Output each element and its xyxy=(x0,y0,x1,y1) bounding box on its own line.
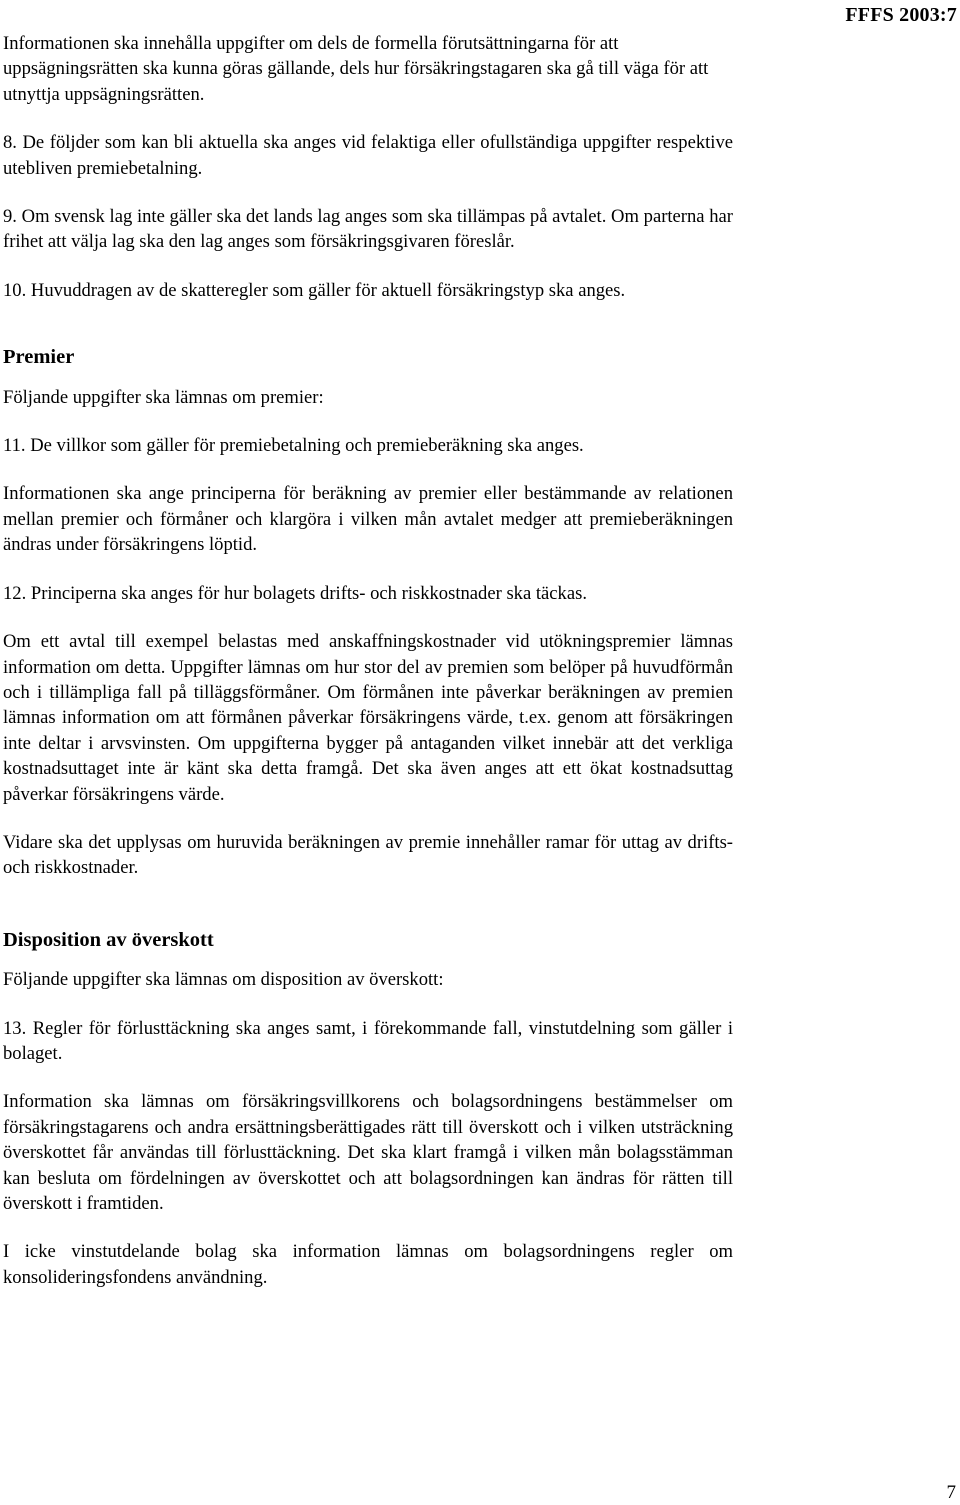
disposition-intro: Följande uppgifter ska lämnas om disposition av överskott: xyxy=(3,969,444,991)
item-8: 8. De följder som kan bli aktuella ska anges vid felaktiga eller ofullständiga uppgifter respektive utebliven premiebetalning. xyxy=(3,132,733,179)
premier-heading: Premier xyxy=(3,346,75,369)
item-12-info: Om ett avtal till exempel belastas med anskaffningskostnader vid utökningspremier lämnas information om detta. Uppgifter lämnas om hur stor del av premien som belöper på huvudförmån och i tillämpliga fall på tilläggsförmåner. Om förmånen inte påverkar beräkningen av premien lämnas information om att förmånen påverkar försäkringens värde, t.ex. genom att försäkringen inte deltar i arvsvinsten. Om uppgifterna bygger på antaganden vilket innebär att det verkliga kostnadsuttaget inte är känt ska detta framgå. Det ska även anges att ett ökat kostnadsuttag påverkar försäkringens värde. xyxy=(3,631,733,805)
item-13: 13. Regler för förlusttäckning ska anges samt, i förekommande fall, vinstutdelning som gäller i bolaget. xyxy=(3,1017,733,1064)
document-body xyxy=(3,31,733,1290)
document-id: FFFS 2003:7 xyxy=(845,4,957,26)
item-11-info: Informationen ska ange principerna för beräkning av premier eller bestämmande av relationen mellan premier och förmåner och klargöra i vilken mån avtalet medger att premieberäkningen ändras under försäkringens löptid. xyxy=(3,483,733,556)
item-9: 9. Om svensk lag inte gäller ska det lands lag anges som ska tillämpas på avtalet. Om parterna har frihet att välja lag ska den lag anges som försäkringsgivaren föreslår. xyxy=(3,206,733,253)
premier-intro: Följande uppgifter ska lämnas om premier: xyxy=(3,386,324,408)
disposition-heading: Disposition av överskott xyxy=(3,928,214,951)
intro-paragraph: Informationen ska innehålla uppgifter om dels de formella förutsättningarna för att uppsägningsrätten ska kunna göras gällande, dels hur försäkringstagaren ska gå till väga för att utnyttja uppsägningsrätten. xyxy=(3,33,709,105)
item-13-info: Information ska lämnas om försäkringsvillkorens och bolagsordningens bestämmelser om försäkringstagarens och andra ersättningsberättigades rätt till överskott och i vilken utsträckning överskottet får användas till förlusttäckning. Det ska klart framgå i vilken mån bolagsstämman kan besluta om fördelningen av överskottet och att bolagsordningen kan ändras för rätten till överskott i framtiden. xyxy=(3,1091,733,1214)
item-13-icke: I icke vinstutdelande bolag ska information lämnas om bolagsordningens regler om konsolideringsfondens användning. xyxy=(3,1241,733,1288)
item-11: 11. De villkor som gäller för premiebetalning och premieberäkning ska anges. xyxy=(3,435,584,457)
item-12: 12. Principerna ska anges för hur bolagets drifts- och riskkostnader ska täckas. xyxy=(3,582,587,604)
page-number: 7 xyxy=(946,1482,956,1503)
item-12-ramar: Vidare ska det upplysas om huruvida beräkningen av premie innehåller ramar för uttag av drifts- och riskkostnader. xyxy=(3,831,733,879)
item-10: 10. Huvuddragen av de skatteregler som gäller för aktuell försäkringstyp ska anges. xyxy=(3,279,626,301)
